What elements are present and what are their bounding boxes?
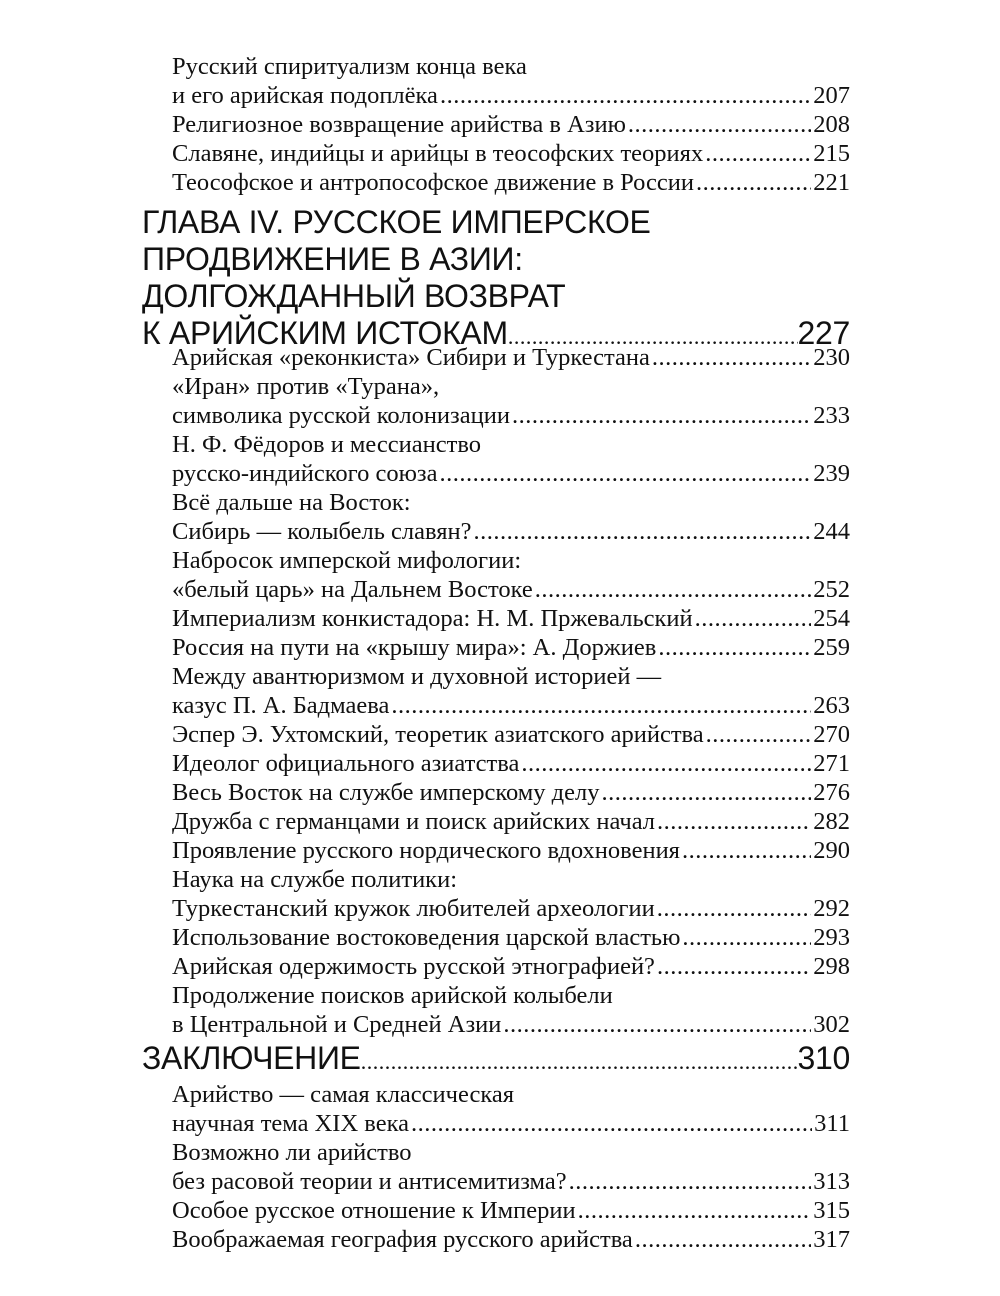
toc-entry — [172, 430, 850, 488]
toc-page-number: 293 — [813, 924, 850, 951]
toc-entry — [172, 662, 850, 720]
toc-entry-title-line: Россия на пути на «крышу мира»: А. Доржиев — [172, 634, 657, 661]
dot-leader — [682, 923, 811, 952]
conclusion-heading — [142, 1040, 850, 1080]
dot-leader — [635, 1225, 811, 1254]
toc-entry-title-line: научная тема XIX века — [172, 1110, 409, 1137]
toc-entry — [172, 749, 850, 778]
chapter-page-number: 310 — [797, 1040, 850, 1076]
toc-page-number: 263 — [813, 692, 850, 719]
toc-entry-title-line: Проявление русского нордического вдохновения — [172, 837, 680, 864]
toc-entry-title-line: Русский спиритуализм конца века — [172, 53, 527, 80]
toc-entry — [172, 546, 850, 604]
dot-leader — [695, 604, 812, 633]
toc-entry — [172, 343, 850, 372]
dot-leader — [706, 720, 812, 749]
dot-leader — [569, 1167, 812, 1196]
toc-page-number: 252 — [813, 576, 850, 603]
toc-page-number: 215 — [813, 140, 850, 167]
toc-page-number: 298 — [813, 953, 850, 980]
toc-entry — [172, 1138, 850, 1196]
toc-entry — [172, 633, 850, 662]
toc-page-number: 292 — [813, 895, 850, 922]
toc-page-number: 317 — [813, 1226, 850, 1253]
toc-entry-title-line: Воображаемая география русского арийства — [172, 1226, 633, 1253]
toc-entry-title-line: Между авантюризмом и духовной историей — — [172, 663, 662, 690]
toc-entry-title-line: Туркестанский кружок любителей археологии — [172, 895, 655, 922]
toc-page-number: 315 — [813, 1197, 850, 1224]
chapter-title-line: ДОЛГОЖДАННЫЙ ВОЗВРАТ — [142, 278, 566, 314]
toc-entry-title-line: Н. Ф. Фёдоров и мессианство — [172, 431, 481, 458]
chapter-title-line: ЗАКЛЮЧЕНИЕ — [142, 1040, 361, 1076]
toc-entry-title-line: в Центральной и Средней Азии — [172, 1011, 502, 1038]
toc-page-number: 254 — [813, 605, 850, 632]
toc-entry — [172, 1225, 850, 1254]
dot-leader — [578, 1196, 812, 1225]
toc-entry — [172, 604, 850, 633]
toc-entry-title-line: русско-индийского союза — [172, 460, 438, 487]
toc-page-number: 282 — [813, 808, 850, 835]
toc-page-number: 276 — [813, 779, 850, 806]
dot-leader — [601, 778, 811, 807]
dot-leader — [503, 1010, 811, 1039]
toc-entry — [172, 836, 850, 865]
toc-entry-title-line: «Иран» против «Турана», — [172, 373, 440, 400]
toc-entry-title-line: Использование востоковедения царской властью — [172, 924, 681, 951]
toc-entry-title-line: Дружба с германцами и поиск арийских начал — [172, 808, 656, 835]
chapter-heading — [142, 204, 850, 355]
dot-leader — [474, 517, 812, 546]
toc-page-number: 233 — [813, 402, 850, 429]
toc-entry-title-line: Империализм конкистадора: Н. М. Пржевальский — [172, 605, 693, 632]
toc-entry-title-line: Возможно ли арийство — [172, 1139, 412, 1166]
toc-entry-title-line: Особое русское отношение к Империи — [172, 1197, 576, 1224]
toc-page-number: 313 — [813, 1168, 850, 1195]
dot-leader — [657, 807, 811, 836]
toc-entry-title-line: Идеолог официального азиатства — [172, 750, 520, 777]
dot-leader — [439, 459, 811, 488]
toc-entry-title-line: Продолжение поисков арийской колыбели — [172, 982, 613, 1009]
chapter-page-number: 227 — [797, 315, 850, 351]
chapter-title-line: ГЛАВА IV. РУССКОЕ ИМПЕРСКОЕ — [142, 204, 651, 240]
dot-leader — [696, 168, 811, 197]
toc-entry — [172, 1080, 850, 1138]
toc-entry — [172, 952, 850, 981]
dot-leader — [628, 110, 811, 139]
toc-entry — [172, 923, 850, 952]
toc-entry-title-line: Весь Восток на службе имперскому делу — [172, 779, 600, 806]
chapter-title-line: К АРИЙСКИМ ИСТОКАМ — [142, 315, 508, 351]
dot-leader — [657, 894, 812, 923]
toc-entry-title-line: Всё дальше на Восток: — [172, 489, 411, 516]
toc-entry-title-line: Религиозное возвращение арийства в Азию — [172, 111, 626, 138]
toc-entry-title-line: Славяне, индийцы и арийцы в теософских теориях — [172, 140, 704, 167]
toc-entry-title-line: Арийская «реконкиста» Сибири и Туркестана — [172, 344, 650, 371]
dot-leader — [705, 139, 811, 168]
toc-entry — [172, 372, 850, 430]
dot-leader — [657, 952, 811, 981]
dot-leader — [440, 81, 811, 110]
dot-leader — [535, 575, 811, 604]
dot-leader — [411, 1109, 812, 1138]
toc-entry — [172, 778, 850, 807]
toc-entry — [172, 52, 850, 110]
toc-entry — [172, 807, 850, 836]
dot-leader — [521, 749, 811, 778]
toc-entry-title-line: Теософское и антропософское движение в России — [172, 169, 695, 196]
toc-page-number: 207 — [813, 82, 850, 109]
toc-page-number: 221 — [813, 169, 850, 196]
toc-page-number: 302 — [813, 1011, 850, 1038]
toc-entry-title-line: «белый царь» на Дальнем Востоке — [172, 576, 533, 603]
toc-entry — [172, 981, 850, 1039]
toc-page-number: 244 — [813, 518, 850, 545]
toc-entry — [172, 110, 850, 139]
dot-leader — [658, 633, 811, 662]
toc-entry-title-line: и его арийская подоплёка — [172, 82, 438, 109]
dot-leader — [652, 343, 811, 372]
dot-leader — [682, 836, 811, 865]
toc-page-number: 259 — [813, 634, 850, 661]
toc-page-number: 311 — [814, 1110, 850, 1137]
toc-entry-title-line: Набросок имперской мифологии: — [172, 547, 522, 574]
toc-page-number: 208 — [813, 111, 850, 138]
toc-page-number: 271 — [813, 750, 850, 777]
toc-entry-title-line: казус П. А. Бадмаева — [172, 692, 390, 719]
dot-leader — [391, 691, 811, 720]
toc-page-number: 239 — [813, 460, 850, 487]
toc-entry-title-line: Наука на службе политики: — [172, 866, 458, 893]
dot-leader — [512, 401, 811, 430]
toc-entry — [172, 1196, 850, 1225]
toc-entry-title-line: Арийская одержимость русской этнографией? — [172, 953, 655, 980]
toc-entry-title-line: Сибирь — колыбель славян? — [172, 518, 472, 545]
toc-page-number: 270 — [813, 721, 850, 748]
toc-entry-title-line: Арийство — самая классическая — [172, 1081, 515, 1108]
toc-entry-title-line: без расовой теории и антисемитизма? — [172, 1168, 567, 1195]
toc-entry — [172, 168, 850, 197]
toc-entry — [172, 488, 850, 546]
toc-entry-title-line: символика русской колонизации — [172, 402, 510, 429]
toc-page-number: 230 — [813, 344, 850, 371]
dot-leader — [361, 1043, 798, 1080]
toc-entry — [172, 865, 850, 923]
toc-entry-title-line: Эспер Э. Ухтомский, теоретик азиатского арийства — [172, 721, 704, 748]
toc-page-number: 290 — [813, 837, 850, 864]
toc-entry — [172, 139, 850, 168]
toc-entry — [172, 720, 850, 749]
chapter-title-line: ПРОДВИЖЕНИЕ В АЗИИ: — [142, 241, 523, 277]
